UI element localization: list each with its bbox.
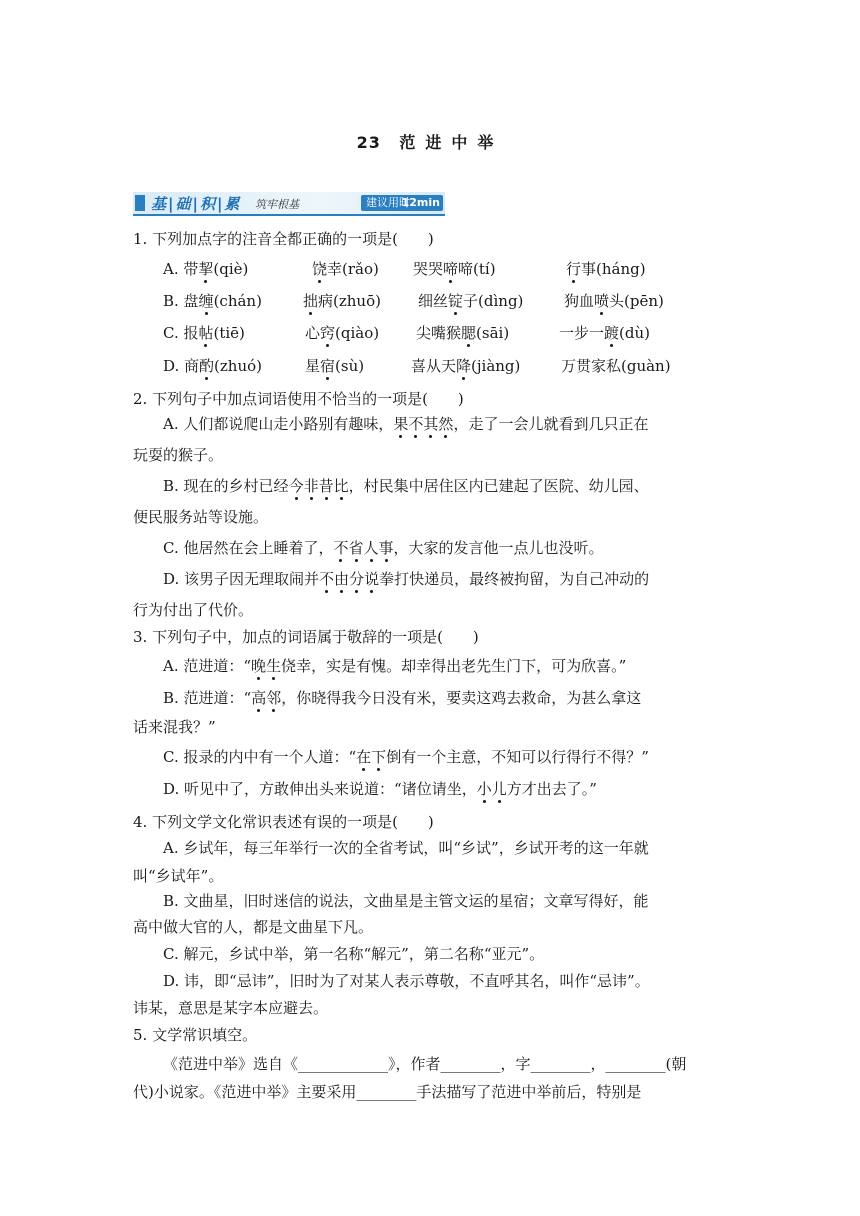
q2-option-a: A. 人们都说爬山走小路别有趣味，果不其然，走了一会儿就看到几只正在 <box>163 415 649 433</box>
banner-title: 基|础|积|累 <box>151 195 242 213</box>
q1-option-d-4: 万贯家私(guàn) <box>561 357 671 375</box>
q1-option-d-2: 星宿(sù) <box>305 357 365 375</box>
q4-option-d: D. 讳，即“忌讳”，旧时为了对某人表示尊敬，不直呼其名，叫作“忌讳”。 <box>163 972 650 990</box>
q1-option-d-3: 喜从天降(jiàng) <box>411 357 521 375</box>
q2-option-c: C. 他居然在会上睡着了，不省人事，大家的发言他一点儿也没听。 <box>163 539 604 557</box>
q1-option-b-4: 狗血喷头(pēn) <box>564 292 664 310</box>
q2-option-b-cont: 便民服务站等设施。 <box>133 508 269 526</box>
q1-option-c-3: 尖嘴猴腮(sāi) <box>416 324 510 342</box>
q1-option-a-2: 饶幸(rǎo) <box>312 260 379 278</box>
time-value: 12min <box>401 196 440 209</box>
q3-option-b: B. 范进道：“高邻，你晓得我今日没有米，要卖这鸡去救命，为甚么拿这 <box>163 689 642 707</box>
lesson-title: 范进中举 <box>399 133 504 152</box>
q1-option-b: B. 盘缠(chán) <box>163 292 262 310</box>
q5-line-2: 代)小说家。《范进中举》主要采用________手法描写了范进中举前后，特别是 <box>133 1083 642 1101</box>
q1-option-b-2: 拙病(zhuō) <box>303 292 381 310</box>
q1-option-b-3: 细丝锭子(dìng) <box>418 292 524 310</box>
q3-option-b-cont: 话来混我？” <box>133 718 216 736</box>
q4-option-a-cont: 叫“乡试年”。 <box>133 867 224 885</box>
q1-option-c: C. 报帖(tiē) <box>163 324 245 342</box>
q1-option-a-4: 行事(háng) <box>566 260 646 278</box>
q5-line-1: 《范进中举》选自《____________》，作者________，字________，________(朝 <box>163 1055 687 1073</box>
q1-option-d: D. 商酌(zhuó) <box>163 357 263 375</box>
q2-option-b: B. 现在的乡村已经今非昔比，村民集中居住区内已建起了医院、幼儿园、 <box>163 477 649 495</box>
q3-option-d: D. 听见中了，方敢伸出头来说道：“诸位请坐，小儿方才出去了。” <box>163 780 597 798</box>
lesson-number: 23 <box>356 133 381 152</box>
q2-option-d-cont: 行为付出了代价。 <box>133 601 254 619</box>
q4-option-b: B. 文曲星，旧时迷信的说法，文曲星是主管文运的星宿；文章写得好，能 <box>163 892 649 910</box>
question-4-stem: 4. 下列文学文化常识表述有误的一项是( ) <box>133 813 434 831</box>
banner-subtitle: 筑牢根基 <box>255 198 299 211</box>
q3-option-a: A. 范进道：“晚生侥幸，实是有愧。却幸得出老先生门下，可为欣喜。” <box>163 657 627 675</box>
time-badge <box>361 195 443 211</box>
time-label: 建议用时 <box>366 196 410 209</box>
page-title <box>0 130 860 153</box>
q1-option-c-4: 一步一踱(dù) <box>559 324 650 342</box>
section-banner <box>133 192 445 214</box>
question-1-stem: 1. 下列加点字的注音全都正确的一项是( ) <box>133 230 434 248</box>
q1-option-a-3: 哭哭啼啼(tí) <box>413 260 496 278</box>
q4-option-d-cont: 讳某，意思是某字本应避去。 <box>133 999 329 1017</box>
banner-mark-icon <box>135 195 145 211</box>
q1-option-a: A. 带挈(qiè) <box>163 260 249 278</box>
q4-option-c: C. 解元，乡试中举，第一名称“解元”，第二名称“亚元”。 <box>163 945 545 963</box>
q4-option-a: A. 乡试年，每三年举行一次的全省考试，叫“乡试”，乡试开考的这一年就 <box>163 839 649 857</box>
q2-option-d: D. 该男子因无理取闹并不由分说拳打快递员，最终被拘留，为自己冲动的 <box>163 570 650 588</box>
q2-option-a-cont: 玩耍的猴子。 <box>133 446 224 464</box>
q4-option-b-cont: 高中做大官的人，都是文曲星下凡。 <box>133 918 374 936</box>
question-3-stem: 3. 下列句子中，加点的词语属于敬辞的一项是( ) <box>133 628 479 646</box>
question-2-stem: 2. 下列句子中加点词语使用不恰当的一项是( ) <box>133 390 464 408</box>
question-5-stem: 5. 文学常识填空。 <box>133 1026 258 1044</box>
q1-option-c-2: 心窍(qiào) <box>305 324 380 342</box>
q2-a-dotted: 果不其然 <box>393 415 454 433</box>
q3-option-c: C. 报录的内中有一个人道：“在下倒有一个主意，不知可以行得行不得？” <box>163 748 649 766</box>
